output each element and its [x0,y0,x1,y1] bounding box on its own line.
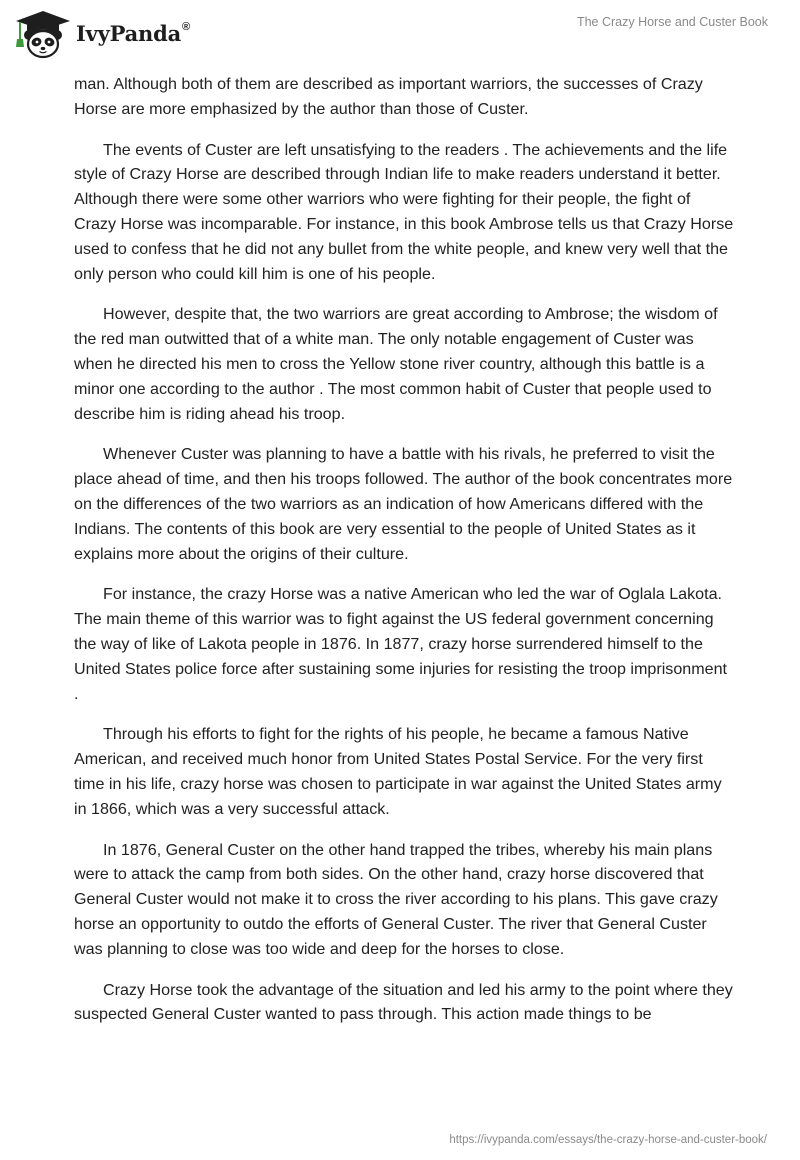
ivypanda-logo[interactable] [14,9,190,59]
essay-body [74,72,734,1043]
source-url-link[interactable]: https://ivypanda.com/essays/the-crazy-horse-and-custer-book/ [449,1134,767,1146]
essay-paragraph: Whenever Custer was planning to have a battle with his rivals, he preferred to visit the place ahead of time, and then his troops followed. The author of the book concentrates more on the differences of the two warriors as an indication of how Americans differed with the Indians. The contents of this book are very essential to the people of United States as it explains more about the origins of their culture. [74,445,733,563]
essay-paragraph: For instance, the crazy Horse was a native American who led the war of Oglala Lakota. The main theme of this warrior was to fight against the US federal government concerning the way of like of Lakota people in 1876. In 1877, crazy horse surrendered himself to the United States police force after sustaining some injuries for resisting the troop imprisonment . [74,585,727,703]
essay-paragraph: man. Although both of them are described as important warriors, the successes of Crazy Horse are more emphasized by the author than those of Custer. [74,75,703,118]
logo-wordmark: IvyPanda® [76,20,190,46]
essay-paragraph: Crazy Horse took the advantage of the situation and led his army to the point where they suspected General Custer wanted to pass through. This action made things to be [74,980,733,1024]
essay-paragraph: In 1876, General Custer on the other hand trapped the tribes, whereby his main plans were to attack the camp from both sides. On the other hand, crazy horse discovered that General Custer would not make it to cross the river according to his plans. This gave crazy horse an opportunity to outdo the efforts of General Custer. The river that General Custer was planning to close was too wide and deep for the horses to close. [74,840,718,958]
panda-graduate-icon [14,9,72,59]
page-header [0,0,800,72]
essay-paragraph: The events of Custer are left unsatisfying to the readers . The achievements and the life style of Crazy Horse are described through Indian life to make readers understand it better. Although there were some other warriors who were fighting for their people, the fight of Crazy Horse was incomparable. For instance, in this book Ambrose tells us that Crazy Horse used to confess that he did not any bullet from the white people, and knew very well that the only person who could kill him is one of his people. [74,140,734,283]
document-title: The Crazy Horse and Custer Book [576,15,768,29]
essay-paragraph: However, despite that, the two warriors are great according to Ambrose; the wisdom of the red man outwitted that of a white man. The only notable engagement of Custer was when he directed his men to cross the Yellow stone river country, although this battle is a minor one according to the author . The most common habit of Custer that people used to describe him is riding ahead his troop. [74,305,718,423]
essay-paragraph: Through his efforts to fight for the rights of his people, he became a famous Native American, and received much honor from United States Postal Service. For the very first time in his life, crazy horse was chosen to participate in war against the United States army in 1866, which was a very successful attack. [74,725,722,818]
